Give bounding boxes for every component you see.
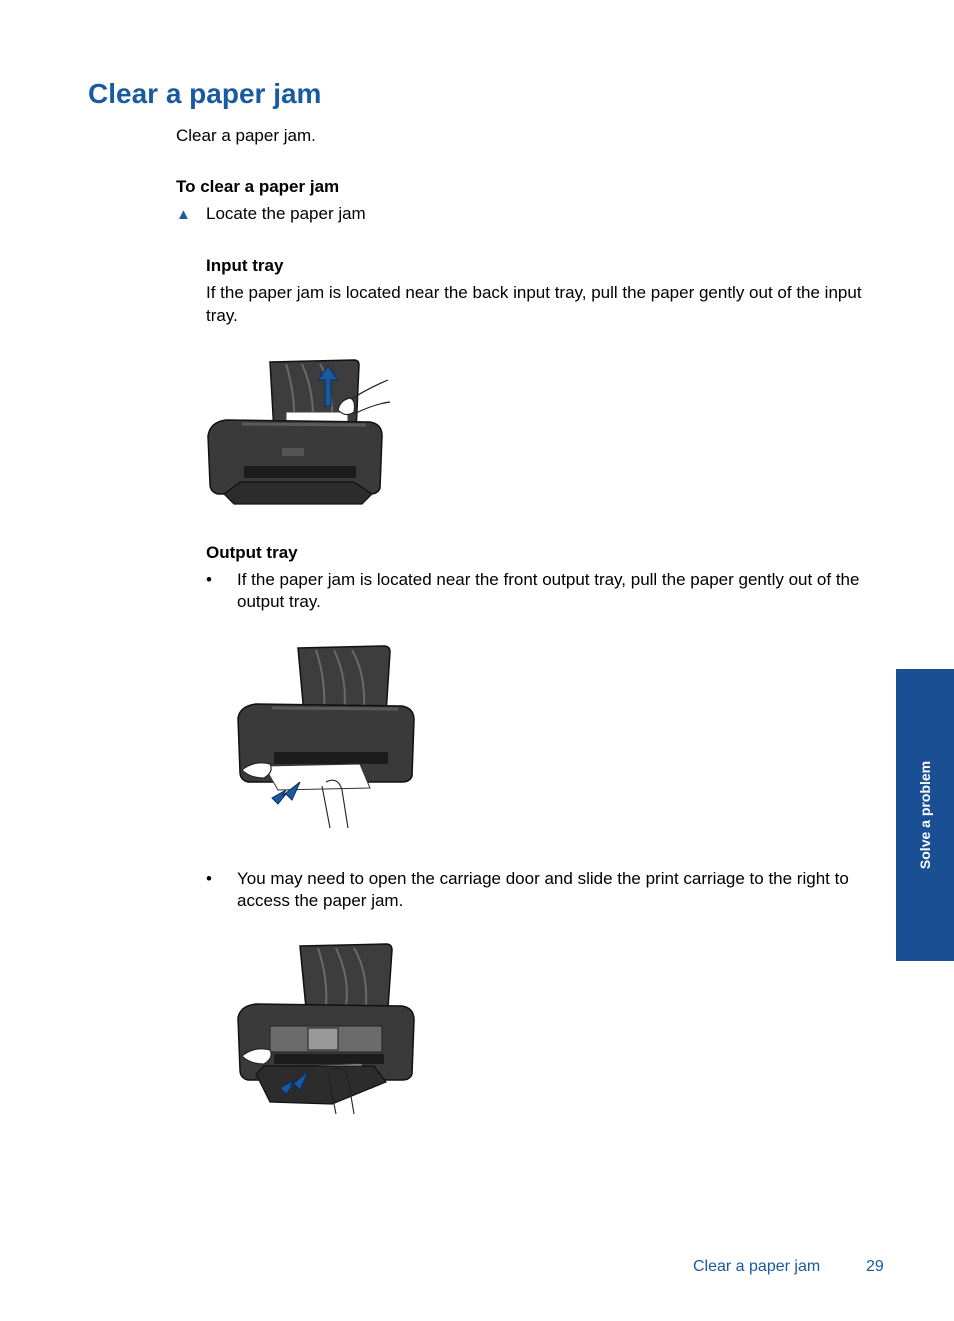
footer-page-number: 29 (866, 1258, 884, 1275)
triangle-icon: ▲ (176, 206, 191, 223)
input-tray-heading: Input tray (206, 256, 284, 275)
procedure-title: To clear a paper jam (176, 177, 340, 196)
output-bullet-2-text: You may need to open the carriage door and slide the print carriage to the right to access the paper jam. (237, 869, 849, 910)
step-1 (176, 204, 366, 224)
intro-text: Clear a paper jam. (176, 126, 316, 145)
output-bullet-2 (206, 868, 886, 914)
input-tray-text: If the paper jam is located near the back input tray, pull the paper gently out of the input tray. (206, 283, 862, 325)
input-tray-illustration (204, 356, 394, 510)
bullet-glyph: • (206, 570, 212, 589)
step-1-text: Locate the paper jam (206, 204, 366, 223)
carriage-door-illustration (234, 942, 418, 1118)
page-title: Clear a paper jam (88, 78, 322, 109)
footer-section-title: Clear a paper jam (693, 1258, 821, 1275)
output-tray-heading: Output tray (206, 543, 298, 562)
output-bullet-1 (206, 569, 886, 615)
output-bullet-1-text: If the paper jam is located near the front output tray, pull the paper gently out of the output tray. (237, 570, 860, 611)
side-tab-label: Solve a problem (917, 760, 933, 870)
side-section-tab (896, 669, 954, 961)
output-tray-illustration (234, 644, 418, 830)
bullet-glyph: • (206, 869, 212, 888)
